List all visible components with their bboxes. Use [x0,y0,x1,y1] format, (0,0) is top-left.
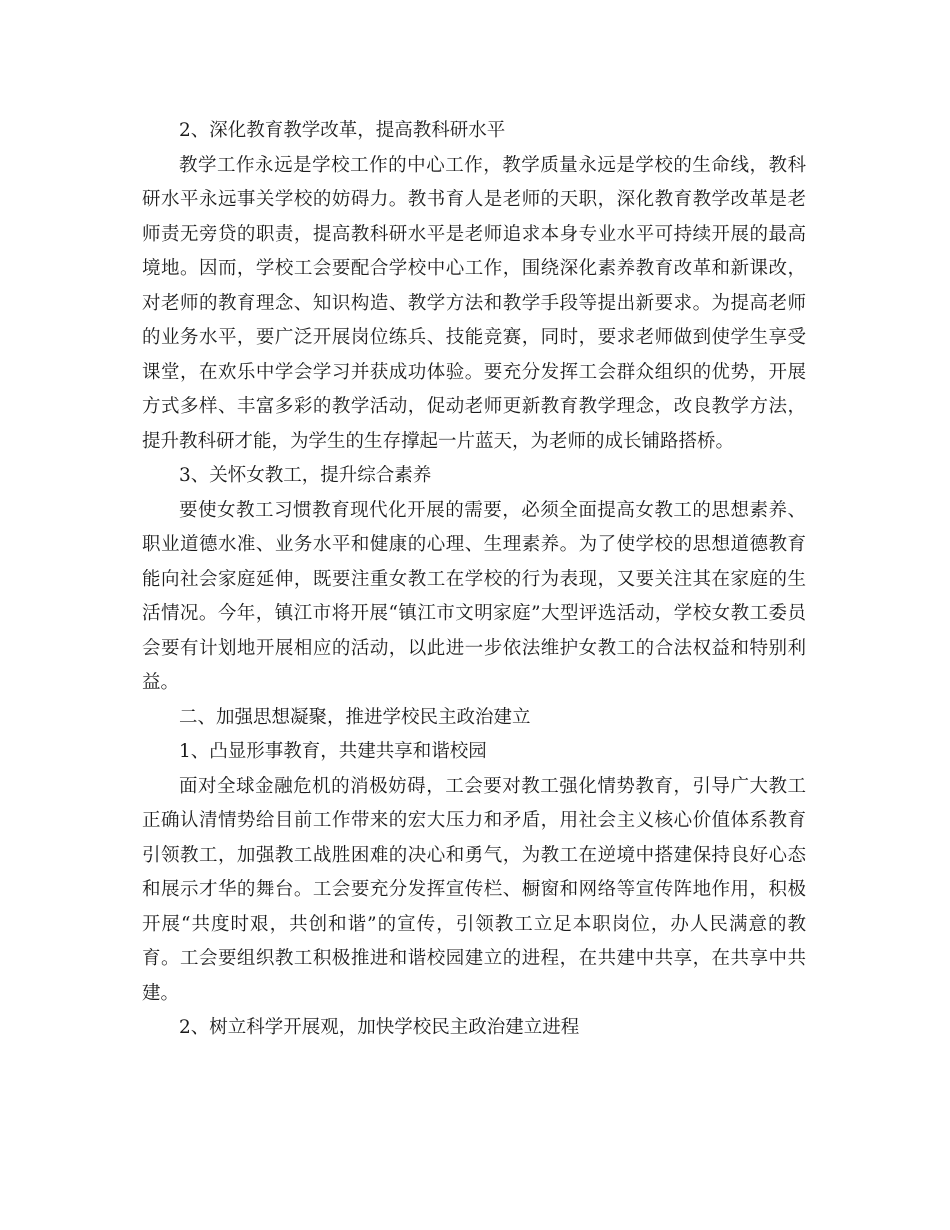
section-heading-2: 2、深化教育教学改革，提高教科研水平 [179,120,506,141]
section-heading-1: 1、凸显形事教育，共建共享和谐校园 [179,741,487,762]
body-paragraph: 要使女教工习惯教育现代化开展的需要，必须全面提高女教工的思想素养、职业道德水准、业务水平和健康的心理、生理素养。为了使学校的思想道德教育能向社会家庭延伸，既要注重女教工在学校的行为表现，又要关注其在家庭的生活情况。今年，镇江市将开展“镇江市文明家庭”大型评选活动，学校女教工委员会要有计划地开展相应的活动，以此进一步依法维护女教工的合法权益和特别利益。 [142,499,806,693]
section-heading-3: 3、关怀女教工，提升综合素养 [179,465,432,486]
body-paragraph: 教学工作永远是学校工作的中心工作，教学质量永远是学校的生命线，教科研水平永远事关学校的妨碍力。教书育人是老师的天职，深化教育教学改革是老师责无旁贷的职责，提高教科研水平是老师追求本身专业水平可持续开展的最高境地。因而，学校工会要配合学校中心工作，围绕深化素养教育改革和新课改，对老师的教育理念、知识构造、教学方法和教学手段等提出新要求。为提高老师的业务水平，要广泛开展岗位练兵、技能竞赛，同时，要求老师做到使学生享受课堂，在欢乐中学会学习并获成功体验。要充分发挥工会群众组织的优势，开展方式多样、丰富多彩的教学活动，促动老师更新教育教学理念，改良教学方法，提升教科研才能，为学生的生存撑起一片蓝天，为老师的成长铺路搭桥。 [142,154,806,452]
body-paragraph: 面对全球金融危机的消极妨碍，工会要对教工强化情势教育，引导广大教工正确认清情势给目前工作带来的宏大压力和矛盾，用社会主义核心价值体系教育引领教工，加强教工战胜困难的决心和勇气，为教工在逆境中搭建保持良好心态和展示才华的舞台。工会要充分发挥宣传栏、橱窗和网络等宣传阵地作用，积极开展“共度时艰，共创和谐”的宣传，引领教工立足本职岗位，办人民满意的教育。工会要组织教工积极推进和谐校园建立的进程，在共建中共享，在共享中共建。 [142,775,806,1004]
document-body [142,114,806,1046]
chapter-heading-2: 二、加强思想凝聚，推进学校民主政治建立 [179,706,531,728]
section-heading-2b: 2、树立科学开展观，加快学校民主政治建立进程 [179,1017,580,1038]
